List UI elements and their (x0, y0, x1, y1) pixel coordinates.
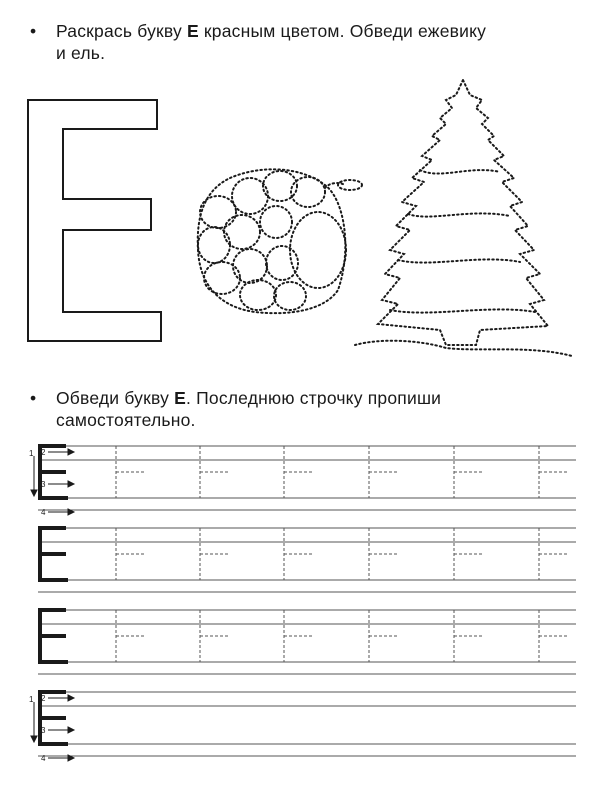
stroke-number: 4 (41, 508, 46, 517)
tracing-letter-e[interactable] (200, 446, 232, 498)
tracing-letter-e[interactable] (369, 610, 401, 662)
task-1-letter: Е (187, 21, 199, 41)
arrow-head (68, 727, 74, 733)
stroke-number: 4 (41, 754, 46, 763)
tracing-letter-e[interactable] (116, 528, 148, 580)
tracing-letter-e[interactable] (284, 610, 316, 662)
stroke-number: 1 (29, 695, 34, 704)
task-2-text-line2: самостоятельно. (56, 410, 196, 430)
tracing-letter-e[interactable] (369, 446, 401, 498)
stroke-number: 1 (29, 449, 34, 458)
arrow-head (68, 695, 74, 701)
task-1-text-part: красным цветом. Обведи ежевику (198, 21, 487, 41)
arrow-head (68, 449, 74, 455)
tracing-letter-e[interactable] (284, 528, 316, 580)
tracing-letter-e[interactable] (116, 610, 148, 662)
bullet: • (30, 388, 37, 408)
task-1-text-part: Раскрась букву (56, 21, 187, 41)
tracing-letter-e[interactable] (539, 528, 571, 580)
tracing-letter-e[interactable] (369, 528, 401, 580)
arrow-head (31, 736, 37, 742)
sample-letter-e (38, 610, 68, 662)
arrow-head (68, 481, 74, 487)
stroke-number: 2 (41, 694, 46, 703)
sample-letter-e (38, 528, 68, 580)
task-2-letter: Е (174, 388, 186, 408)
stroke-number: 2 (41, 448, 46, 457)
task-2-text-part: Обведи букву (56, 388, 175, 408)
bullet: • (30, 21, 37, 41)
stroke-number: 3 (41, 726, 46, 735)
tracing-letter-e[interactable] (200, 528, 232, 580)
tracing-letter-e[interactable] (454, 446, 486, 498)
tracing-letter-e[interactable] (454, 610, 486, 662)
tracing-letter-e[interactable] (454, 528, 486, 580)
tracing-letter-e[interactable] (284, 446, 316, 498)
arrow-head (31, 490, 37, 496)
tracing-letter-e[interactable] (539, 446, 571, 498)
tracing-letter-e[interactable] (116, 446, 148, 498)
tracing-letter-e[interactable] (200, 610, 232, 662)
task-1-text-line2: и ель. (56, 43, 106, 63)
task-2-text-part: . Последнюю строчку пропиши (185, 388, 442, 408)
tracing-letter-e[interactable] (539, 610, 571, 662)
stroke-number: 3 (41, 480, 46, 489)
